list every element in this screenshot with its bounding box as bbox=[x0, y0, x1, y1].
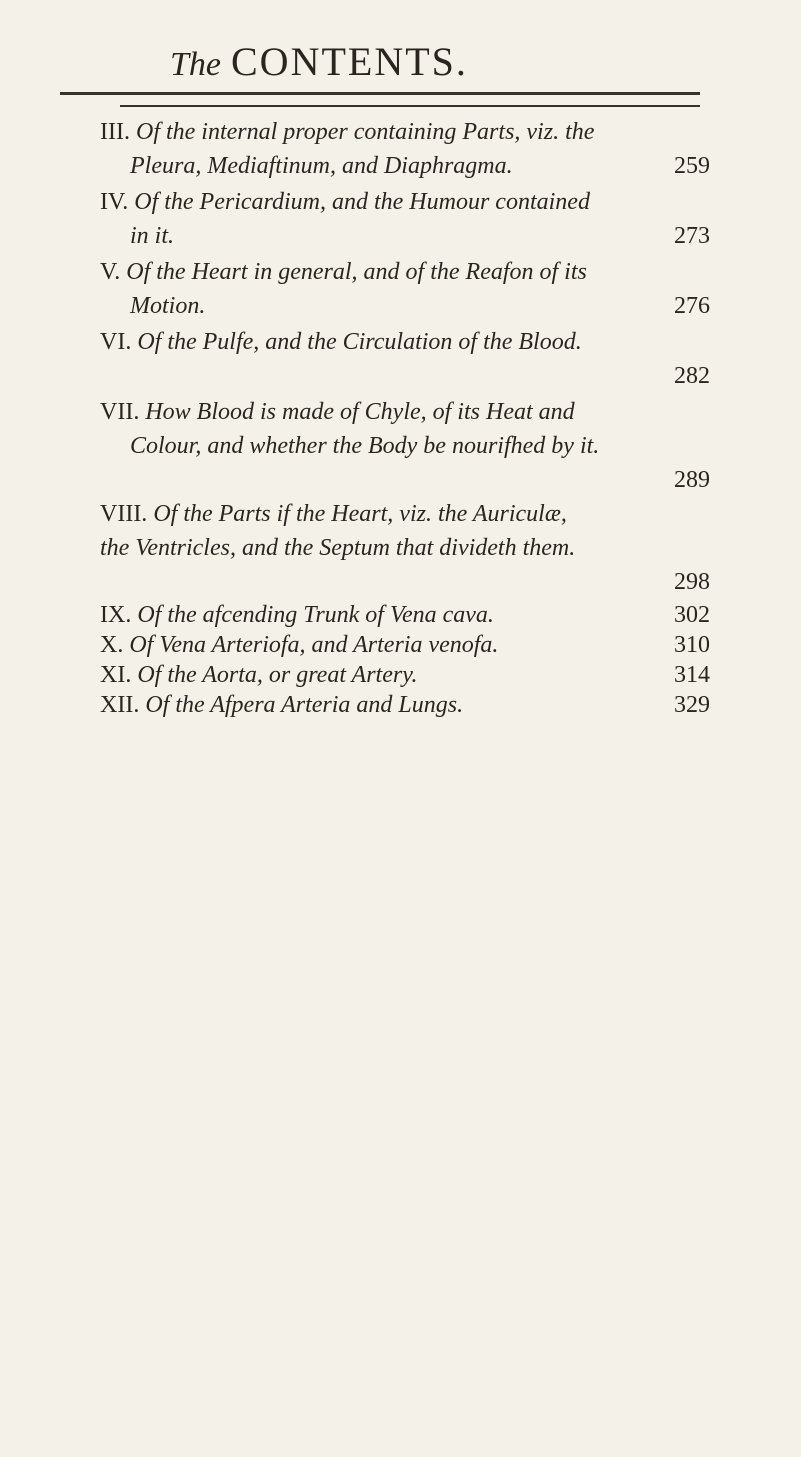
contents-entry-9 bbox=[100, 598, 710, 632]
entry-number: XII. bbox=[100, 692, 140, 718]
page-header bbox=[170, 38, 468, 85]
entry-title: Of the Aorta, or great Artery. bbox=[137, 662, 418, 688]
entry-number: XI. bbox=[100, 662, 132, 688]
entry-page: 314 bbox=[674, 662, 710, 688]
header-rule-top bbox=[60, 92, 700, 95]
entry-page: 289 bbox=[674, 467, 710, 493]
contents-entry-11 bbox=[100, 658, 710, 692]
entry-page: 329 bbox=[674, 692, 710, 718]
entry-page: 310 bbox=[674, 632, 710, 658]
contents-entry-6 bbox=[100, 325, 710, 393]
contents-entry-4 bbox=[100, 185, 710, 253]
entry-page: 302 bbox=[674, 602, 710, 628]
entry-number: IX. bbox=[100, 602, 132, 628]
entry-number: VI. bbox=[100, 329, 132, 355]
entry-title: Of the internal proper containing Parts, viz. the bbox=[135, 119, 595, 145]
entry-title-cont: in it. bbox=[130, 223, 175, 249]
header-the: The bbox=[170, 46, 221, 83]
entry-page: 259 bbox=[674, 153, 710, 179]
entry-title: Of the Heart in general, and of the Reafon of its bbox=[126, 259, 587, 285]
contents-entry-12 bbox=[100, 688, 710, 722]
entry-title: Of the Pulfe, and the Circulation of the Blood. bbox=[137, 329, 582, 355]
entry-title-cont: the Ventricles, and the Septum that divideth them. bbox=[100, 535, 576, 561]
entry-number: V. bbox=[100, 259, 121, 285]
entry-number: IV. bbox=[100, 189, 129, 215]
entry-number: X. bbox=[100, 632, 124, 658]
entry-number: VII. bbox=[100, 399, 140, 425]
entry-title: Of the Pericardium, and the Humour contained bbox=[134, 189, 590, 215]
entry-title-cont: Pleura, Mediaftinum, and Diaphragma. bbox=[130, 153, 513, 179]
entry-number: III. bbox=[100, 119, 130, 145]
entry-title-cont: Motion. bbox=[130, 293, 206, 319]
contents-entry-10 bbox=[100, 628, 710, 662]
entry-page: 276 bbox=[674, 293, 710, 319]
entry-number: VIII. bbox=[100, 501, 148, 527]
header-title: CONTENTS. bbox=[231, 39, 468, 84]
entry-page: 282 bbox=[674, 363, 710, 389]
entry-title: Of the Parts if the Heart, viz. the Auriculæ, bbox=[153, 501, 567, 527]
entry-title-cont: Colour, and whether the Body be nourifhed by it. bbox=[130, 433, 600, 459]
entry-title: How Blood is made of Chyle, of its Heat and bbox=[145, 399, 575, 425]
contents-entry-3 bbox=[100, 115, 710, 183]
header-rule-bottom bbox=[120, 105, 700, 107]
entry-title: Of Vena Arteriofa, and Arteria venofa. bbox=[129, 632, 499, 658]
entry-page: 273 bbox=[674, 223, 710, 249]
contents-entry-7 bbox=[100, 395, 710, 497]
entry-title: Of the afcending Trunk of Vena cava. bbox=[137, 602, 494, 628]
entry-page: 298 bbox=[674, 569, 710, 595]
contents-entry-8 bbox=[100, 497, 710, 599]
contents-entry-5 bbox=[100, 255, 710, 323]
entry-title: Of the Afpera Arteria and Lungs. bbox=[145, 692, 464, 718]
